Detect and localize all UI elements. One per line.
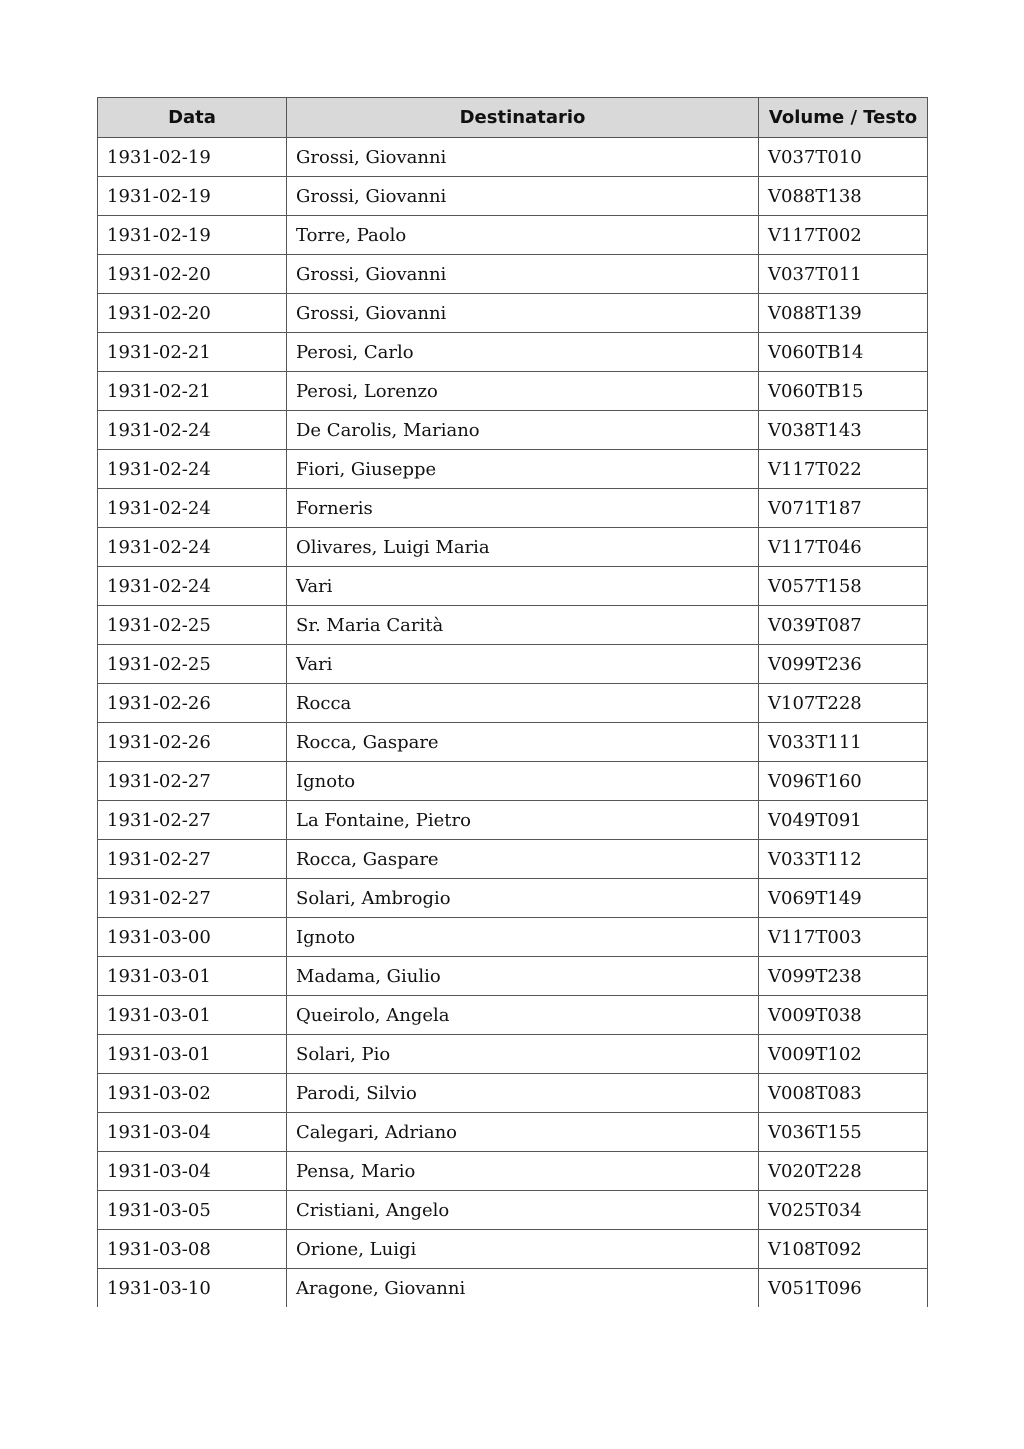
- cell-recipient: Aragone, Giovanni: [287, 1269, 759, 1308]
- table-row: [98, 1230, 928, 1269]
- table-row: [98, 1113, 928, 1152]
- cell-recipient: Vari: [287, 645, 759, 684]
- cell-volume-text: V099T236: [759, 645, 928, 684]
- cell-date: 1931-02-24: [98, 567, 287, 606]
- table-row: [98, 489, 928, 528]
- cell-volume-text: V117T003: [759, 918, 928, 957]
- cell-volume-text: V117T002: [759, 216, 928, 255]
- table-row: [98, 1074, 928, 1113]
- table-row: [98, 294, 928, 333]
- cell-date: 1931-02-25: [98, 645, 287, 684]
- table-row: [98, 138, 928, 177]
- cell-date: 1931-03-04: [98, 1113, 287, 1152]
- cell-volume-text: V099T238: [759, 957, 928, 996]
- cell-date: 1931-02-25: [98, 606, 287, 645]
- header-row: [98, 98, 928, 138]
- cell-date: 1931-03-04: [98, 1152, 287, 1191]
- cell-volume-text: V060TB15: [759, 372, 928, 411]
- table-row: [98, 606, 928, 645]
- cell-volume-text: V057T158: [759, 567, 928, 606]
- table-row: [98, 333, 928, 372]
- cell-date: 1931-02-19: [98, 177, 287, 216]
- table-row: [98, 1191, 928, 1230]
- cell-volume-text: V038T143: [759, 411, 928, 450]
- cell-volume-text: V036T155: [759, 1113, 928, 1152]
- table-row: [98, 918, 928, 957]
- cell-date: 1931-02-27: [98, 879, 287, 918]
- cell-volume-text: V060TB14: [759, 333, 928, 372]
- cell-volume-text: V088T138: [759, 177, 928, 216]
- cell-recipient: Ignoto: [287, 918, 759, 957]
- cell-date: 1931-02-19: [98, 216, 287, 255]
- cell-volume-text: V037T011: [759, 255, 928, 294]
- cell-recipient: Ignoto: [287, 762, 759, 801]
- cell-date: 1931-03-05: [98, 1191, 287, 1230]
- cell-recipient: Calegari, Adriano: [287, 1113, 759, 1152]
- cell-recipient: Forneris: [287, 489, 759, 528]
- cell-date: 1931-02-24: [98, 450, 287, 489]
- cell-volume-text: V117T046: [759, 528, 928, 567]
- cell-recipient: De Carolis, Mariano: [287, 411, 759, 450]
- cell-date: 1931-02-20: [98, 294, 287, 333]
- table-row: [98, 567, 928, 606]
- header-date: Data: [98, 98, 287, 138]
- cell-volume-text: V039T087: [759, 606, 928, 645]
- cell-date: 1931-03-01: [98, 1035, 287, 1074]
- table-row: [98, 840, 928, 879]
- header-volume-text: Volume / Testo: [759, 98, 928, 138]
- cell-date: 1931-02-27: [98, 840, 287, 879]
- cell-volume-text: V107T228: [759, 684, 928, 723]
- table-body: [98, 138, 928, 1308]
- cell-recipient: Grossi, Giovanni: [287, 138, 759, 177]
- cell-volume-text: V108T092: [759, 1230, 928, 1269]
- cell-recipient: Vari: [287, 567, 759, 606]
- cell-recipient: Rocca: [287, 684, 759, 723]
- cell-volume-text: V088T139: [759, 294, 928, 333]
- table-row: [98, 216, 928, 255]
- cell-volume-text: V009T038: [759, 996, 928, 1035]
- table-row: [98, 645, 928, 684]
- cell-recipient: Solari, Ambrogio: [287, 879, 759, 918]
- cell-date: 1931-02-24: [98, 528, 287, 567]
- table-row: [98, 1269, 928, 1308]
- cell-volume-text: V008T083: [759, 1074, 928, 1113]
- table-row: [98, 177, 928, 216]
- cell-date: 1931-02-24: [98, 489, 287, 528]
- cell-date: 1931-02-26: [98, 723, 287, 762]
- table-row: [98, 411, 928, 450]
- cell-date: 1931-02-19: [98, 138, 287, 177]
- table-header: [98, 98, 928, 138]
- cell-recipient: Parodi, Silvio: [287, 1074, 759, 1113]
- cell-recipient: Queirolo, Angela: [287, 996, 759, 1035]
- table-row: [98, 528, 928, 567]
- table-row: [98, 1152, 928, 1191]
- cell-volume-text: V071T187: [759, 489, 928, 528]
- cell-date: 1931-02-20: [98, 255, 287, 294]
- cell-recipient: Olivares, Luigi Maria: [287, 528, 759, 567]
- table-row: [98, 801, 928, 840]
- cell-recipient: Grossi, Giovanni: [287, 294, 759, 333]
- cell-recipient: Cristiani, Angelo: [287, 1191, 759, 1230]
- cell-date: 1931-03-01: [98, 957, 287, 996]
- cell-recipient: Perosi, Lorenzo: [287, 372, 759, 411]
- cell-recipient: Rocca, Gaspare: [287, 723, 759, 762]
- table-row: [98, 957, 928, 996]
- table-row: [98, 255, 928, 294]
- cell-volume-text: V069T149: [759, 879, 928, 918]
- table-row: [98, 1035, 928, 1074]
- cell-date: 1931-03-08: [98, 1230, 287, 1269]
- cell-volume-text: V025T034: [759, 1191, 928, 1230]
- cell-recipient: Sr. Maria Carità: [287, 606, 759, 645]
- cell-volume-text: V049T091: [759, 801, 928, 840]
- cell-recipient: Grossi, Giovanni: [287, 255, 759, 294]
- letters-index-table: [97, 97, 928, 1307]
- table-row: [98, 879, 928, 918]
- cell-volume-text: V051T096: [759, 1269, 928, 1308]
- cell-date: 1931-02-24: [98, 411, 287, 450]
- cell-date: 1931-03-01: [98, 996, 287, 1035]
- cell-recipient: Solari, Pio: [287, 1035, 759, 1074]
- cell-date: 1931-02-26: [98, 684, 287, 723]
- cell-volume-text: V033T111: [759, 723, 928, 762]
- cell-volume-text: V009T102: [759, 1035, 928, 1074]
- cell-recipient: Madama, Giulio: [287, 957, 759, 996]
- cell-recipient: Fiori, Giuseppe: [287, 450, 759, 489]
- cell-date: 1931-03-00: [98, 918, 287, 957]
- cell-recipient: Torre, Paolo: [287, 216, 759, 255]
- cell-date: 1931-03-02: [98, 1074, 287, 1113]
- cell-recipient: Perosi, Carlo: [287, 333, 759, 372]
- header-recipient: Destinatario: [287, 98, 759, 138]
- cell-volume-text: V020T228: [759, 1152, 928, 1191]
- table-row: [98, 996, 928, 1035]
- cell-recipient: Pensa, Mario: [287, 1152, 759, 1191]
- cell-recipient: Grossi, Giovanni: [287, 177, 759, 216]
- cell-recipient: Orione, Luigi: [287, 1230, 759, 1269]
- table-row: [98, 762, 928, 801]
- cell-volume-text: V117T022: [759, 450, 928, 489]
- cell-date: 1931-02-27: [98, 762, 287, 801]
- cell-volume-text: V096T160: [759, 762, 928, 801]
- cell-volume-text: V037T010: [759, 138, 928, 177]
- table-row: [98, 723, 928, 762]
- cell-date: 1931-02-27: [98, 801, 287, 840]
- table-row: [98, 372, 928, 411]
- cell-date: 1931-02-21: [98, 333, 287, 372]
- cell-recipient: Rocca, Gaspare: [287, 840, 759, 879]
- cell-volume-text: V033T112: [759, 840, 928, 879]
- cell-recipient: La Fontaine, Pietro: [287, 801, 759, 840]
- table-row: [98, 684, 928, 723]
- table-row: [98, 450, 928, 489]
- cell-date: 1931-02-21: [98, 372, 287, 411]
- cell-date: 1931-03-10: [98, 1269, 287, 1308]
